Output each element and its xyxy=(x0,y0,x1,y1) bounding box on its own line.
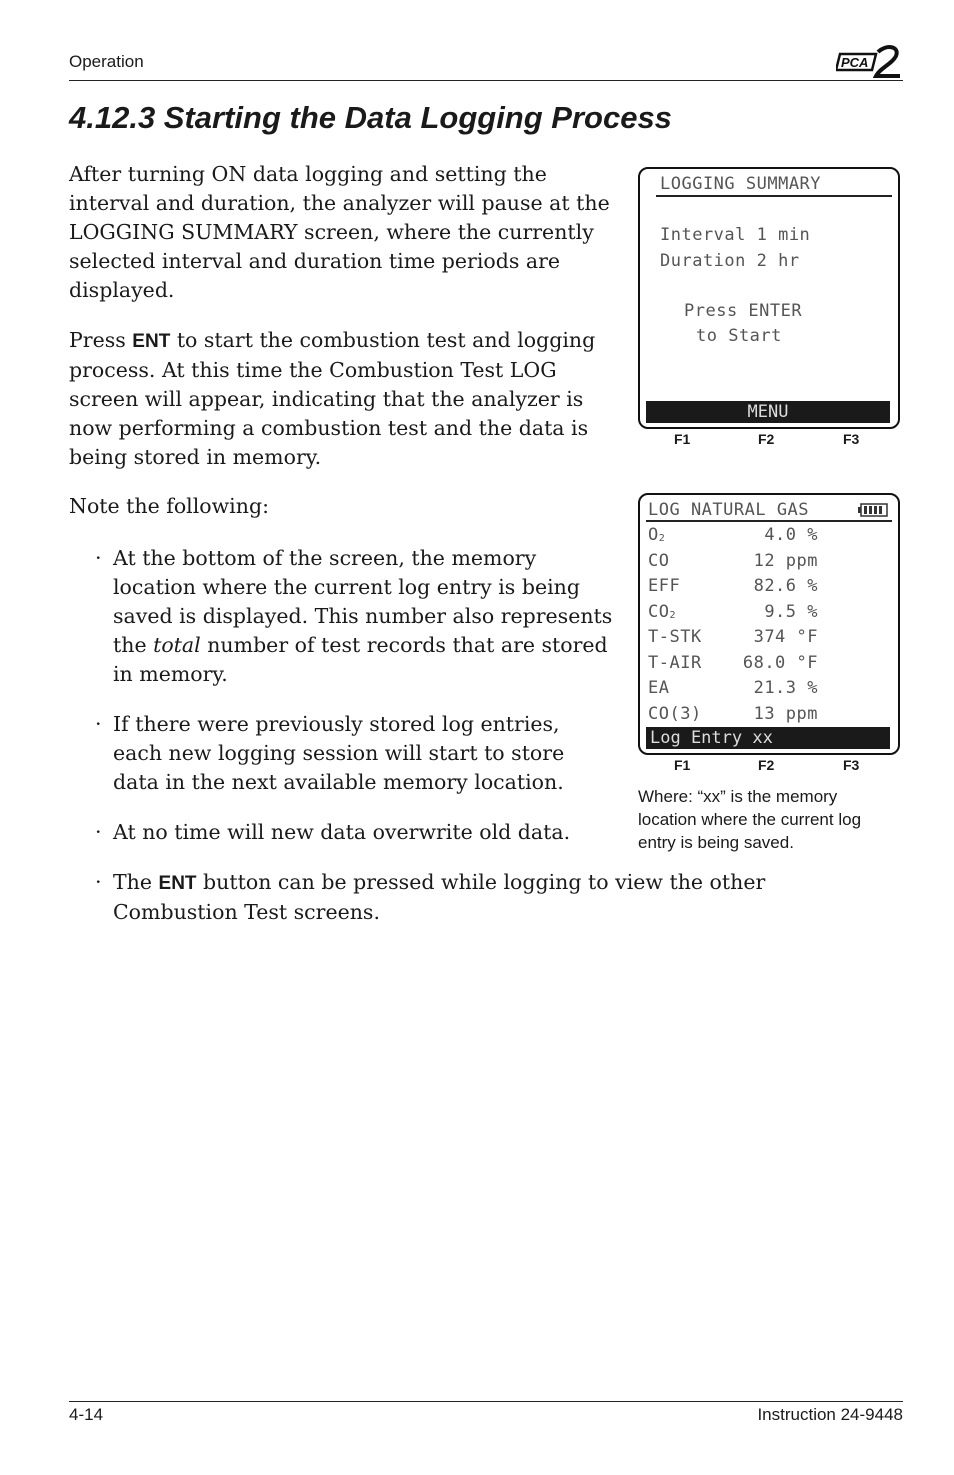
reading-row xyxy=(648,627,818,647)
reading-value: 82.6 % xyxy=(753,576,818,596)
title-underline xyxy=(656,195,892,197)
prompt-line-2: to Start xyxy=(696,326,782,346)
reading-label: T-AIR xyxy=(648,652,702,673)
reading-row xyxy=(648,602,818,622)
reading-value: 21.3 % xyxy=(753,678,818,698)
screen-title: LOGGING SUMMARY xyxy=(660,174,822,194)
ent-key: ENT xyxy=(132,331,171,352)
reading-value: 374 °F xyxy=(753,627,818,647)
f1-label: F1 xyxy=(674,431,691,447)
reading-row xyxy=(648,525,818,545)
reading-label: EA xyxy=(648,678,670,698)
function-key-labels xyxy=(638,757,900,775)
reading-value: 4.0 % xyxy=(764,525,818,545)
note-heading: Note the following: xyxy=(69,494,269,518)
f1-label: F1 xyxy=(674,757,691,773)
reading-value: 13 ppm xyxy=(753,703,818,724)
reading-value: 12 ppm xyxy=(753,550,818,571)
list-item: · The ENT button can be pressed while logging to view the other Combustion Test screens. xyxy=(95,870,766,924)
reading-value: 68.0 °F xyxy=(742,652,818,673)
reading-label: CO xyxy=(648,550,670,571)
press-ent-paragraph: Press ENT to start the combustion test and logging process. At this time the Combustion Test LOG screen will appear, indicating that the analyzer is now performing a combustion test and the data is being stored in memory. xyxy=(69,328,596,469)
header-rule xyxy=(69,80,903,81)
battery-icon xyxy=(858,503,888,517)
f2-label: F2 xyxy=(758,757,775,773)
reading-label: CO(3) xyxy=(648,703,702,724)
screen-caption: Where: “xx” is the memory location where the current log entry is being saved. xyxy=(638,787,862,852)
list-item: · At no time will new data overwrite old data. xyxy=(95,820,571,844)
title-underline xyxy=(646,520,892,522)
footer-rule xyxy=(69,1401,903,1402)
duration-line: Duration 2 hr xyxy=(660,251,800,271)
ent-key: ENT xyxy=(158,873,197,894)
section-label: Operation xyxy=(69,52,144,71)
menu-softkey-bar: MENU xyxy=(646,401,890,423)
f3-label: F3 xyxy=(843,757,860,773)
list-item: · At the bottom of the screen, the memory location where the current log entry is being saved is displayed. This number also represents the total number of test records that are stored in memory. xyxy=(95,546,613,686)
section-title: 4.12.3 Starting the Data Logging Process xyxy=(69,100,672,135)
reading-row xyxy=(648,551,818,571)
log-natural-gas-screen xyxy=(638,493,900,755)
f3-label: F3 xyxy=(843,431,860,447)
intro-paragraph: After turning ON data logging and setting the interval and duration, the analyzer will pause at the LOGGING SUMMARY screen, where the currently selected interval and duration time periods are displayed. xyxy=(69,162,610,302)
page-number: 4-14 xyxy=(69,1405,104,1424)
reading-row xyxy=(648,653,818,673)
interval-line: Interval 1 min xyxy=(660,225,811,245)
reading-row xyxy=(648,704,818,724)
svg-text:PCA: PCA xyxy=(841,55,869,70)
function-key-labels xyxy=(638,431,900,449)
reading-label: EFF xyxy=(648,576,681,596)
pca2-logo xyxy=(836,44,904,78)
prompt-line-1: Press ENTER xyxy=(684,301,803,321)
f2-label: F2 xyxy=(758,431,775,447)
reading-value: 9.5 % xyxy=(764,601,818,622)
reading-label: $CO_2$ xyxy=(648,601,677,622)
reading-label: T-STK xyxy=(648,627,702,647)
list-item: · If there were previously stored log entries, each new logging session will start to store data in the next available memory location. xyxy=(95,712,565,794)
screen-title: LOG NATURAL GAS xyxy=(648,500,810,520)
reading-row xyxy=(648,576,818,596)
document-number: Instruction 24-9448 xyxy=(757,1405,903,1424)
log-entry-bar: Log Entry xx xyxy=(646,727,890,749)
logging-summary-screen xyxy=(638,167,900,429)
reading-label: $O_2$ xyxy=(648,525,666,545)
reading-row xyxy=(648,678,818,698)
